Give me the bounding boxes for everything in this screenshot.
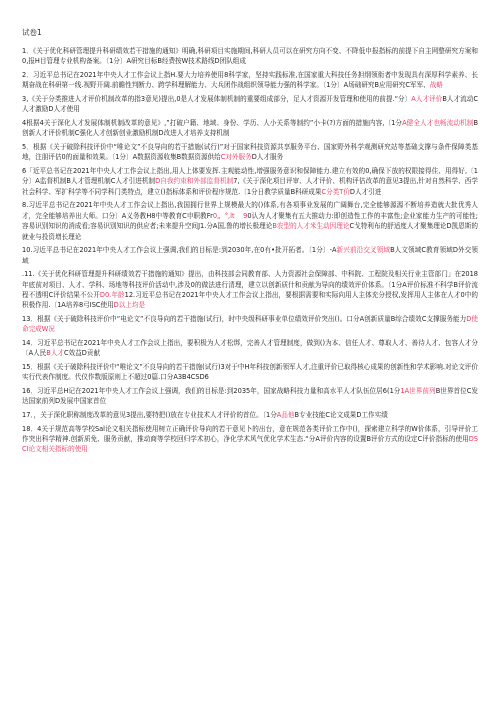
question-text: C效益D贡献 (64, 349, 101, 358)
question-q3 (22, 94, 478, 115)
question-text: 2．习近平总书记在2021年中央人才工作会议上指H.要大力培养使用8科学家，坚持实践标准,在国家重大科技任务担纲领衔者中发现具有深厚科学素养、长期奋战在科研第一线.视野开阔.前瞻性判断力、跨学科理解能力、大兵团作战组织领导能力强的科学家。〔1分〕A场础研究B应用研究C军军、 (22, 71, 478, 90)
question-text: 12.习近平总书记在2021年中央人才工作会议上指出，要根据需要和实际向用人主体充分授权,发挥用人主体在人才0中的积极作用.〔1A培养8弓ISC使用 (22, 291, 478, 310)
highlighted-answer: 新兴前沿交叉领域 (336, 246, 391, 255)
highlighted-answer: C分类T价 (321, 187, 350, 196)
question-text: 6「近平总书记在2021年中央人才工作会议上指出,用人上体要发挥.主观能动性,增强服务意识和保障能力.建立有效的0,确保下放的权限接得住、用得好,〔1分〕A监督机制B人才管理机制C人才引进机制 (22, 167, 478, 186)
question-text: 5．根据《关于破除科技评价中“唯论文”不良导向的若干措施(试行)”对于国家科技资源共享服务平台、国家野外科学观测研究站等基础支撑与条件保障类基地，注朋评估0的面量和效果。〔1分〕A数据资源收集B数据资源供给 (22, 143, 478, 162)
highlighted-answer: D以上均是 (113, 301, 146, 310)
highlighted-answer: B人才 (46, 349, 65, 358)
question-text: 1．《关于优化科研管理提升科研绩效若干措施的通知》明确,科研项目实施期间,科研人员可以在研究方向不变、不降低申报指标的前提下自主网整研究方案和0,报H目管理专业机构备案。〔1分〕A研究目标B经费按W技术路线D团队组成 (22, 47, 478, 66)
highlighted-answer: 战略 (429, 81, 443, 90)
question-text: 17．，关于深化职称制度改革的意见3提出,要特把()放在专业技术人才评价的首位。〔1分 (22, 411, 277, 420)
highlighted-answer: A品他 (276, 411, 295, 420)
question-text: 10.习近平总书记在2021年中央人才工作会议上强调,我们的目标是:到2030年,在0有•批开拓者。〔1分〕-A (22, 246, 337, 255)
question-q5 (22, 142, 478, 163)
question-q8 (22, 200, 478, 242)
question-text: D人才引进 (349, 187, 382, 196)
question-q18 (22, 424, 478, 455)
question-text: 18．4关于规范高等学校Sal论文相关指标使用树立正确评价导向的若干意见卜的出台，意在规范各类评价工作中()，探索建立科学的W价体系，引导评价工作突出科学精神.创新质免、服务贡献，推动商等学校回归学术初心，净化学术风气优化学术生态.“分A评价内容的设置B评价方式的设定C评价指标的使用 (22, 424, 478, 444)
question-text: 0认为人才聚集有五大推动力:即创造性工作的丰富性;企业家能力生产的可能性;容易识别知识的消成看;容易识别知识的供应者;未来提升空间J1.分A国,鲁的增长极理论 (22, 211, 479, 231)
question-text: B世界首位C发达国家前列D发展中国家首位 (22, 387, 478, 406)
question-text: B专业技能C论文成果D工作实绩 (294, 411, 388, 420)
question-list (22, 46, 478, 455)
question-text: C戈特利布的舒适度人才聚集理论D凯恩斯的就业与投资增长理论 (22, 222, 478, 241)
question-q10 (22, 245, 478, 266)
question-text: 7,《关于深化项目评审、人才评价、机构评估改革的意见3提出,针对自然科学、西学社会科学、军扩科学等不同学科门类特点，建立()指标体系和评价程序规范.〔1分日教学质量B科研成果 (22, 177, 479, 196)
highlighted-answer: A健全人才也畅流动机制 (402, 119, 474, 127)
question-text: B创新人才评价机制C强化人才创新创业激励机制D改进人才培养支持机制 (22, 119, 478, 138)
question-text: 3,《关于分类推进人才评价机制改革的指3意见)提出,0是人才发展体制机制的重要组成部分，足人才资源开发管理和使用的前提.“分〕 (22, 95, 412, 103)
highlighted-answer: D使命完成W况 (22, 315, 478, 334)
question-q11 (22, 269, 478, 311)
highlighted-answer: 0„ °,lt 9 (212, 211, 248, 220)
question-q13 (22, 314, 478, 335)
highlighted-answer: D0.年龄 (99, 291, 125, 300)
highlighted-answer: D自我约束和外部监督机制 (155, 177, 234, 186)
highlighted-answer: DSCI论文相关指标的使用 (22, 435, 478, 454)
question-text: 14．习近平总书记在2021年中央人才工作会议上指出，要积极为人才松绑，完善人才管理制度，做到()为本、信任人才、尊取人才、善待人才、包容人才分〔A人民 (22, 339, 478, 358)
highlighted-answer: A人才评价 (411, 95, 443, 103)
question-text: 8.习近平总书记在2021年中央人才工作会议上指出,我国拥行世界上规模最大的()体系,有各项事业发展的广阔舞台,完全能够源源不断培养造就大批优秀人才，完全能够培养出大师。口分〕A义务教H8中等教育C申职教Fr (22, 201, 478, 220)
question-q4 (22, 118, 478, 139)
highlighted-answer: C对外服务 (220, 153, 252, 162)
question-text: D人才服务 (251, 153, 284, 162)
question-q16 (22, 386, 478, 407)
question-text: B人文领域C教育领域D外交领域 (22, 246, 478, 265)
question-text: 16．习近平总H记在2021年中央人才工作会议上强调，我们的目标是:到2035年，国家战略科技力量和高水平人才队伍位居6(1分 (22, 387, 401, 396)
question-text: 13．根据《关于破除科技评价中“电论文”不良导向的若干措施(试行)，时中央级科研事业单位绩效评价突出()。口分A创新质量B综合绩效C支撑服务能力 (22, 315, 467, 324)
question-q1 (22, 46, 478, 67)
question-q14 (22, 338, 478, 359)
question-q15 (22, 362, 478, 383)
question-q17 (22, 410, 478, 420)
question-q2 (22, 70, 478, 91)
highlighted-answer: 1A世界前列 (400, 387, 436, 396)
question-text: .11.《关于优化科研管理提升科研绩效若干措施的通知》提出，由科技部会同教育部、人力资源社会保障部、中科院、工程院及相关行业主管部门」在2018年底前对项目、人才、学科、场地等科技评价活动中,涉及0的做法进行清理，建立以创新质什和贡献为导向的绩效评价体系。〔1分A评价标准不科学B评价流程不透明C评价结果不公开 (22, 270, 478, 300)
question-q6 (22, 166, 478, 197)
question-text: 4根据4关于深化人才发展体制机制改革的意见》,”打破户籍、地域、身份、学历、人小关系等制约”小卡(?)方面的措施内容,〔1分 (22, 119, 403, 127)
question-text: 15．根据《关于破除科技评价中“唯论文”不良导向的若干措施(试行)3对于中H年科技创新领军人才,注重评价已取得核心成果的创新性和学术影响.对论文评价实行代表作制度。代仪作数版原则上不超过0篇.口分A3B4CSD6 (22, 363, 478, 382)
question-text: B人才流动C人才激励D人才使用 (22, 95, 478, 114)
highlighted-answer: B农型的人才米生动因理论 (272, 222, 350, 231)
document-title: 试卷1 (22, 28, 42, 37)
